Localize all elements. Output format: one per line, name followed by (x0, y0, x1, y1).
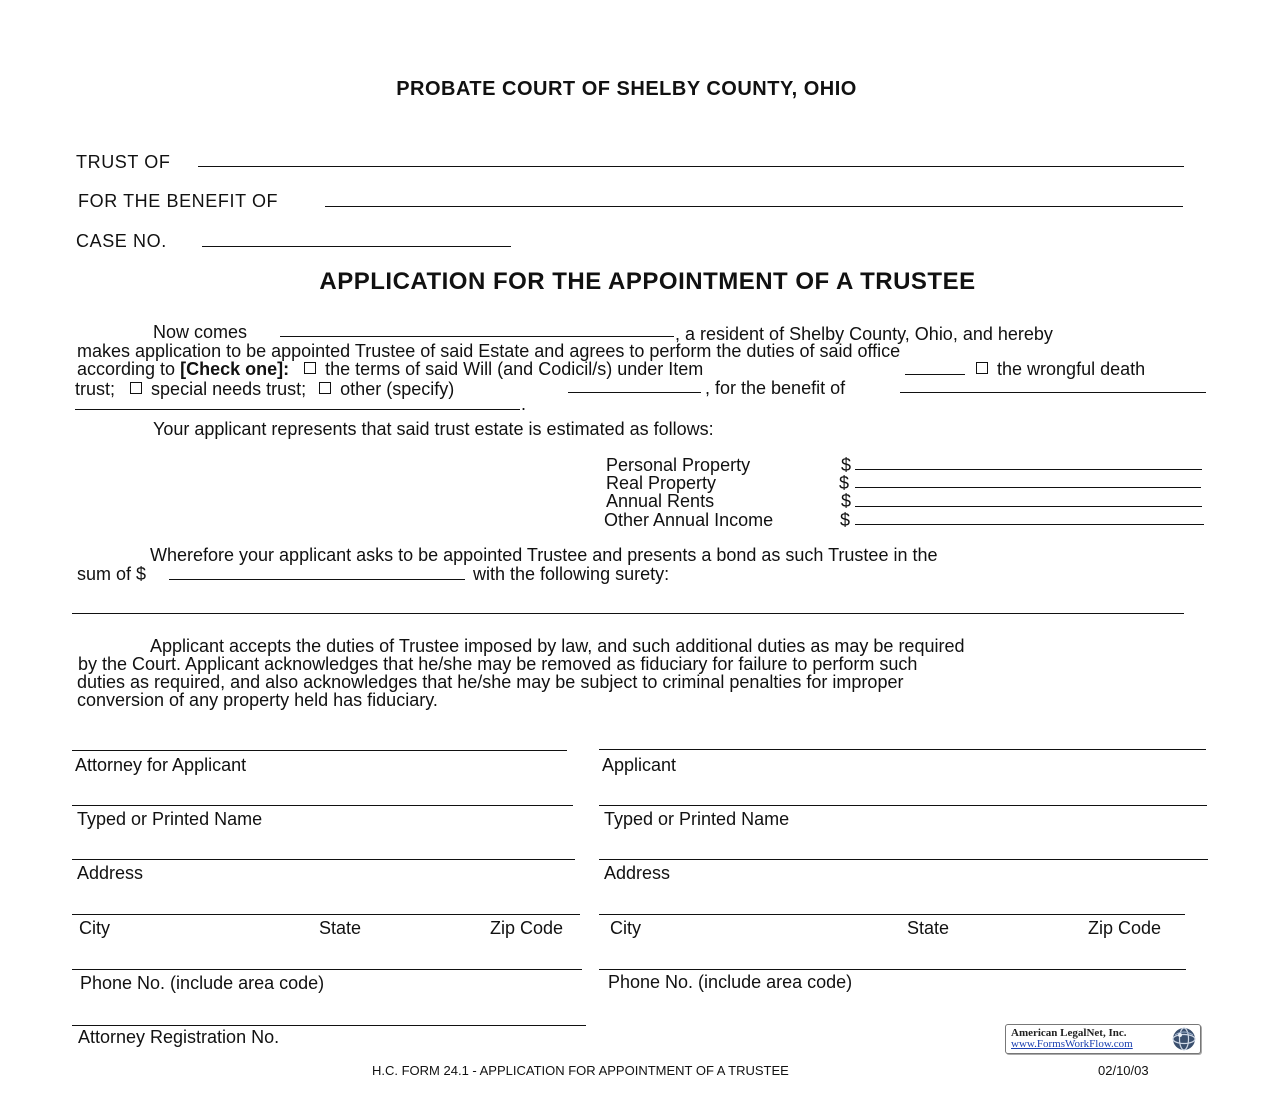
will-checkbox[interactable] (304, 362, 316, 374)
estimate-label: Annual Rents (606, 491, 715, 511)
case-no-label: CASE NO. (76, 231, 167, 251)
according-line (77, 360, 703, 378)
bond-text: Wherefore your applicant asks to be appointed Trustee and presents a bond as such Trustee in the (150, 545, 938, 565)
logo-url[interactable]: www.FormsWorkFlow.com (1011, 1038, 1133, 1050)
dollar-sign: $ (839, 473, 850, 493)
attorney-address-field[interactable] (72, 859, 575, 860)
city-label: City (610, 918, 641, 938)
state-label: State (319, 918, 362, 938)
surety-text: with the following surety: (473, 564, 670, 584)
duties-line: duties as required, and also acknowledges that he/she may be subject to criminal penalties for improper (77, 672, 904, 692)
attorney-name-field[interactable] (72, 805, 573, 806)
phone-label: Phone No. (include area code) (608, 972, 853, 992)
benefit-of-text: , for the benefit of (705, 378, 846, 398)
item-number-field[interactable] (905, 374, 965, 375)
attorney-signature-field[interactable] (72, 750, 567, 751)
case-no-field[interactable] (202, 246, 511, 247)
surety-field[interactable] (72, 613, 1184, 614)
form-number: H.C. FORM 24.1 - APPLICATION FOR APPOINTMENT OF A TRUSTEE (372, 1063, 789, 1078)
estimate-label: Personal Property (606, 455, 751, 475)
typed-name-label: Typed or Printed Name (604, 809, 790, 829)
other-income-field[interactable] (855, 524, 1204, 525)
sum-of-text: sum of $ (77, 564, 147, 584)
typed-name-label: Typed or Printed Name (77, 809, 263, 829)
address-label: Address (77, 863, 144, 883)
personal-property-field[interactable] (855, 469, 1202, 470)
dollar-sign: $ (840, 510, 851, 530)
application-line: makes application to be appointed Trustee of said Estate and agrees to perform the duties of said office (77, 341, 901, 361)
duties-line: conversion of any property held has fiduciary. (77, 690, 438, 710)
bond-sum-field[interactable] (169, 579, 465, 580)
wrongful-option (974, 360, 1145, 378)
estimate-label: Other Annual Income (604, 510, 774, 530)
form-date: 02/10/03 (1098, 1063, 1149, 1078)
period: . (521, 394, 527, 414)
zip-label: Zip Code (1088, 918, 1162, 938)
real-property-field[interactable] (855, 487, 1201, 488)
resident-text: , a resident of Shelby County, Ohio, and hereby (675, 324, 1053, 344)
beneficiary-field-2[interactable] (75, 409, 520, 410)
trust-of-label: TRUST OF (76, 152, 171, 172)
benefit-of-label: FOR THE BENEFIT OF (78, 191, 279, 211)
trust-type-line (75, 380, 454, 398)
zip-label: Zip Code (490, 918, 564, 938)
duties-line: Applicant accepts the duties of Trustee imposed by law, and such additional duties as may be required (150, 636, 965, 656)
form-title: APPLICATION FOR THE APPOINTMENT OF A TRUSTEE (319, 268, 976, 295)
phone-label: Phone No. (include area code) (80, 973, 325, 993)
attorney-registration-field[interactable] (72, 1025, 586, 1026)
other-specify-field[interactable] (568, 392, 701, 393)
beneficiary-field-1[interactable] (900, 392, 1206, 393)
attorney-label: Attorney for Applicant (75, 755, 247, 775)
other-text: other (specify) (340, 379, 455, 399)
address-label: Address (604, 863, 671, 883)
wrongful-death-checkbox[interactable] (976, 362, 988, 374)
dollar-sign: $ (841, 455, 852, 475)
court-header: PROBATE COURT OF SHELBY COUNTY, OHIO (396, 78, 857, 100)
now-comes-text: Now comes (153, 322, 248, 342)
globe-icon (1171, 1026, 1197, 1052)
registration-label: Attorney Registration No. (78, 1027, 280, 1047)
annual-rents-field[interactable] (855, 506, 1202, 507)
special-needs-text: special needs trust; (151, 379, 307, 399)
benefit-of-field[interactable] (325, 206, 1183, 207)
other-checkbox[interactable] (319, 382, 331, 394)
trust-of-field[interactable] (198, 166, 1184, 167)
american-legalnet-logo[interactable] (1005, 1024, 1201, 1054)
applicant-name-field[interactable] (280, 336, 674, 337)
applicant-label: Applicant (602, 755, 677, 775)
will-option-text: the terms of said Will (and Codicil/s) under Item (325, 359, 704, 379)
according-text: according to (77, 359, 176, 379)
special-needs-checkbox[interactable] (130, 382, 142, 394)
estimate-label: Real Property (606, 473, 717, 493)
applicant-phone-field[interactable] (599, 969, 1186, 970)
applicant-signature-field[interactable] (599, 749, 1206, 750)
duties-line: by the Court. Applicant acknowledges that he/she may be removed as fiduciary for failure to perform such (78, 654, 918, 674)
attorney-city-field[interactable] (72, 914, 580, 915)
estimate-intro: Your applicant represents that said trust estate is estimated as follows: (153, 419, 714, 439)
state-label: State (907, 918, 950, 938)
dollar-sign: $ (841, 491, 852, 511)
logo-company: American LegalNet, Inc. (1011, 1027, 1127, 1039)
attorney-phone-field[interactable] (72, 969, 582, 970)
wrongful-death-text: the wrongful death (997, 359, 1146, 379)
city-label: City (79, 918, 110, 938)
applicant-address-field[interactable] (599, 859, 1208, 860)
applicant-name-field-sig[interactable] (599, 805, 1207, 806)
trust-text: trust; (75, 379, 116, 399)
check-one-text: [Check one]: (180, 359, 290, 379)
applicant-city-field[interactable] (599, 914, 1185, 915)
